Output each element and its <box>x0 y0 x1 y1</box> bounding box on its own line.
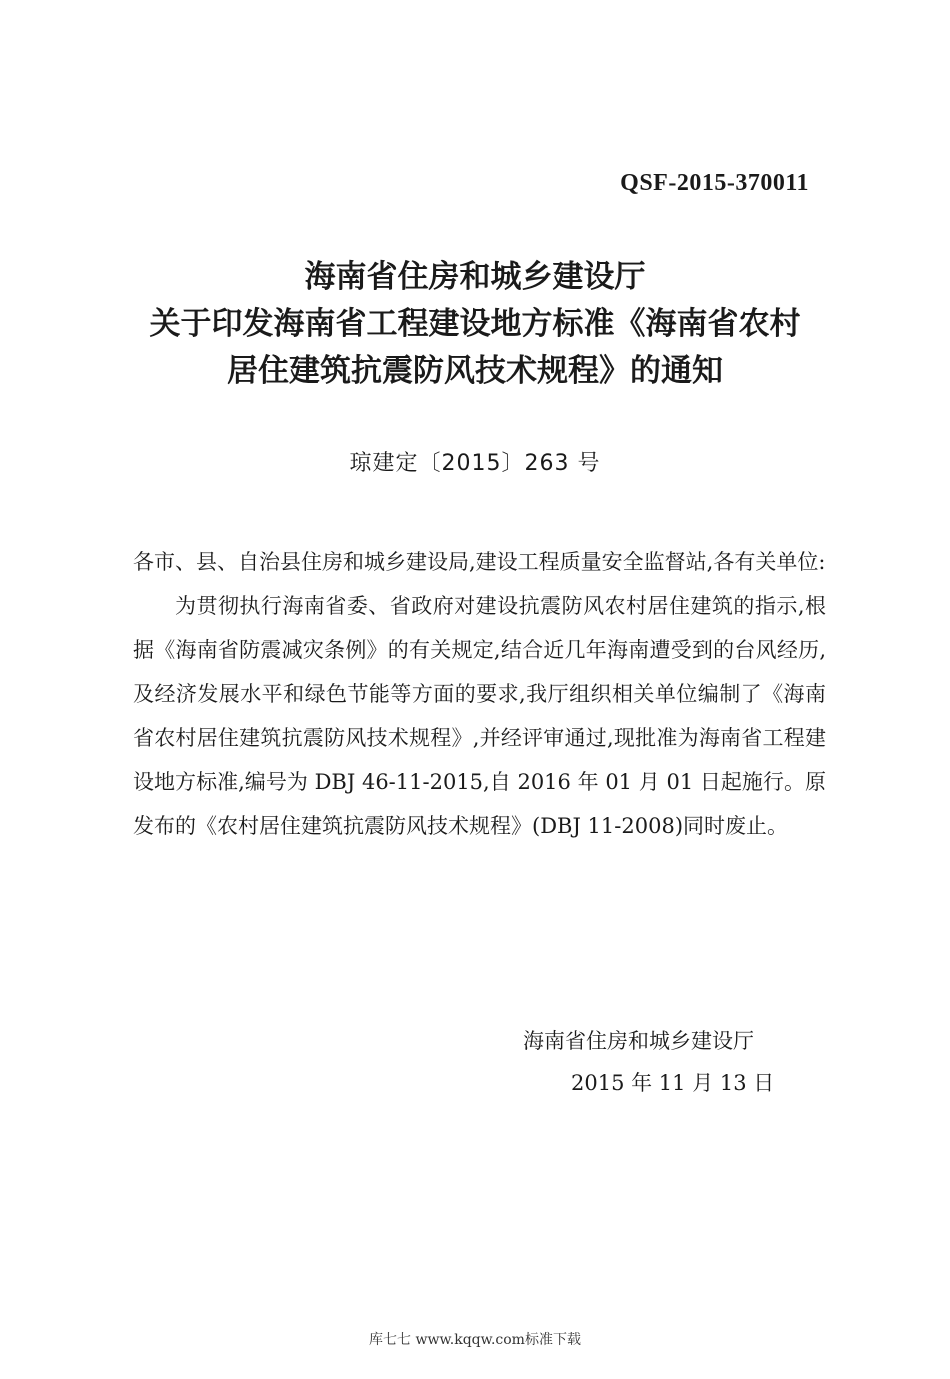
signature-block <box>523 1020 774 1104</box>
body-paragraph: 为贯彻执行海南省委、省政府对建设抗震防风农村居住建筑的指示,根据《海南省防震减灾条例》的有关规定,结合近几年海南遭受到的台风经历,及经济发展水平和绿色节能等方面的要求,我厅组织相关单位编制了《海南省农村居住建筑抗震防风技术规程》,并经评审通过,现批准为海南省工程建设地方标准,编号为 DBJ 46-11-2015,自 2016 年 01 月 01 日起施行。原发布的《农村居住建筑抗震防风技术规程》(DBJ 11-2008)同时废止。 <box>133 594 826 838</box>
document-body <box>133 540 826 848</box>
document-title <box>0 254 950 395</box>
footer-watermark: 库七七 www.kqqw.com标准下载 <box>369 1332 581 1348</box>
document-code: QSF-2015-370011 <box>620 170 809 196</box>
title-line-2: 关于印发海南省工程建设地方标准《海南省农村 <box>149 306 801 342</box>
title-line-3: 居住建筑抗震防风技术规程》的通知 <box>227 353 723 389</box>
title-line-1: 海南省住房和城乡建设厅 <box>304 259 646 295</box>
addressee: 各市、县、自治县住房和城乡建设局,建设工程质量安全监督站,各有关单位: <box>133 550 826 574</box>
signature-date: 2015 年 11 月 13 日 <box>571 1071 775 1095</box>
document-number: 琼建定〔2015〕263 号 <box>349 451 601 476</box>
signature-org: 海南省住房和城乡建设厅 <box>523 1029 754 1053</box>
